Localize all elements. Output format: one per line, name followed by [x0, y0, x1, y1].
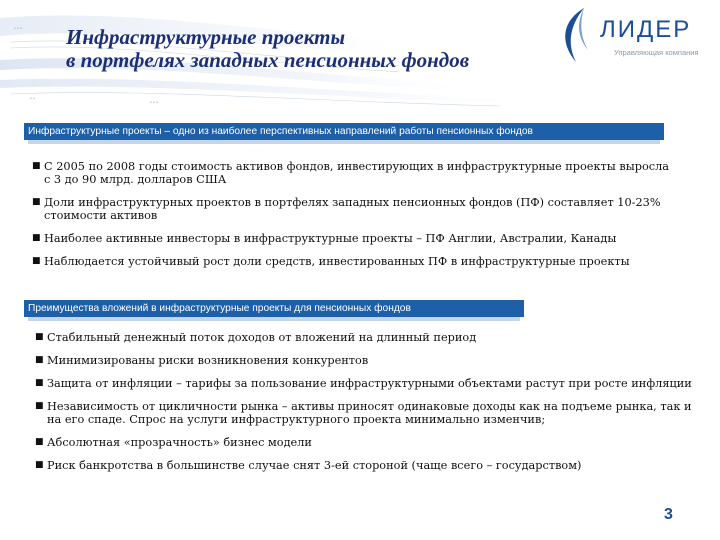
- bullet-line: Стабильный денежный поток доходов от вложений на длинный период: [47, 331, 477, 344]
- bullet-line: Защита от инфляции – тарифы за пользование инфраструктурными объектами растут при росте инфляции: [47, 377, 692, 390]
- page-title: [66, 26, 469, 72]
- title-line-2: в портфелях западных пенсионных фондов: [66, 48, 470, 72]
- svg-text:• • •: • • •: [150, 100, 159, 106]
- svg-text:• • •: • • •: [14, 26, 23, 32]
- section-header-infrastructure: Инфраструктурные проекты – одно из наиболее перспективных направлений работы пенсионных фондов: [24, 123, 664, 140]
- bullet-line: Риск банкротства в большинстве случае снят 3-ей стороной (чаще всего – государством): [47, 459, 582, 472]
- bullet-square-icon: ■: [32, 256, 41, 266]
- list-item: [30, 255, 680, 268]
- list-item: [33, 354, 698, 367]
- bullet-square-icon: ■: [35, 460, 44, 470]
- list-item: [33, 377, 698, 390]
- bullet-line-cont: стоимости активов: [44, 209, 158, 222]
- list-item: [33, 459, 698, 472]
- bullet-square-icon: ■: [35, 378, 44, 388]
- bullet-square-icon: ■: [32, 197, 41, 207]
- section2-bullet-list: [33, 331, 698, 482]
- section-header-shadow: [28, 140, 660, 144]
- bullet-square-icon: ■: [35, 332, 44, 342]
- company-logo: [552, 6, 712, 66]
- svg-text:• •: • •: [30, 96, 35, 102]
- bullet-line: Абсолютная «прозрачность» бизнес модели: [47, 436, 312, 449]
- section-header-shadow: [28, 317, 520, 321]
- bullet-line: Доли инфраструктурных проектов в портфелях западных пенсионных фондов (ПФ) составляет 10-23%: [44, 196, 661, 209]
- list-item: [30, 160, 680, 186]
- bullet-square-icon: ■: [35, 437, 44, 447]
- bullet-line: Наблюдается устойчивый рост доли средств, инвестированных ПФ в инфраструктурные проекты: [44, 255, 630, 268]
- bullet-line-cont: с 3 до 90 млрд. долларов США: [44, 173, 227, 186]
- bullet-line-cont: на его спаде. Спрос на услуги инфраструктурного проекта минимально изменчив;: [47, 413, 546, 426]
- list-item: [33, 436, 698, 449]
- list-item: [33, 400, 698, 426]
- list-item: [30, 232, 680, 245]
- section-header-advantages: Преимущества вложений в инфраструктурные проекты для пенсионных фондов: [24, 300, 524, 317]
- logo-name: ЛИДЕР: [600, 16, 692, 43]
- bullet-square-icon: ■: [32, 161, 41, 171]
- bullet-line: С 2005 по 2008 годы стоимость активов фондов, инвестирующих в инфраструктурные проекты выросла: [44, 160, 670, 173]
- logo-subtitle: Управляющая компания: [614, 48, 699, 57]
- bullet-line: Минимизированы риски возникновения конкурентов: [47, 354, 369, 367]
- page-number: 3: [664, 506, 673, 523]
- bullet-square-icon: ■: [32, 233, 41, 243]
- list-item: [33, 331, 698, 344]
- bullet-square-icon: ■: [35, 401, 44, 411]
- section1-bullet-list: [30, 160, 680, 278]
- bullet-line: Независимость от цикличности рынка – активы приносят одинаковые доходы как на подъеме рынка, так и: [47, 400, 692, 413]
- title-line-1: Инфраструктурные проекты: [66, 25, 346, 49]
- bullet-line: Наиболее активные инвесторы в инфраструктурные проекты – ПФ Англии, Австралии, Канады: [44, 232, 617, 245]
- bullet-square-icon: ■: [35, 355, 44, 365]
- list-item: [30, 196, 680, 222]
- logo-swoosh-icon: [554, 6, 600, 64]
